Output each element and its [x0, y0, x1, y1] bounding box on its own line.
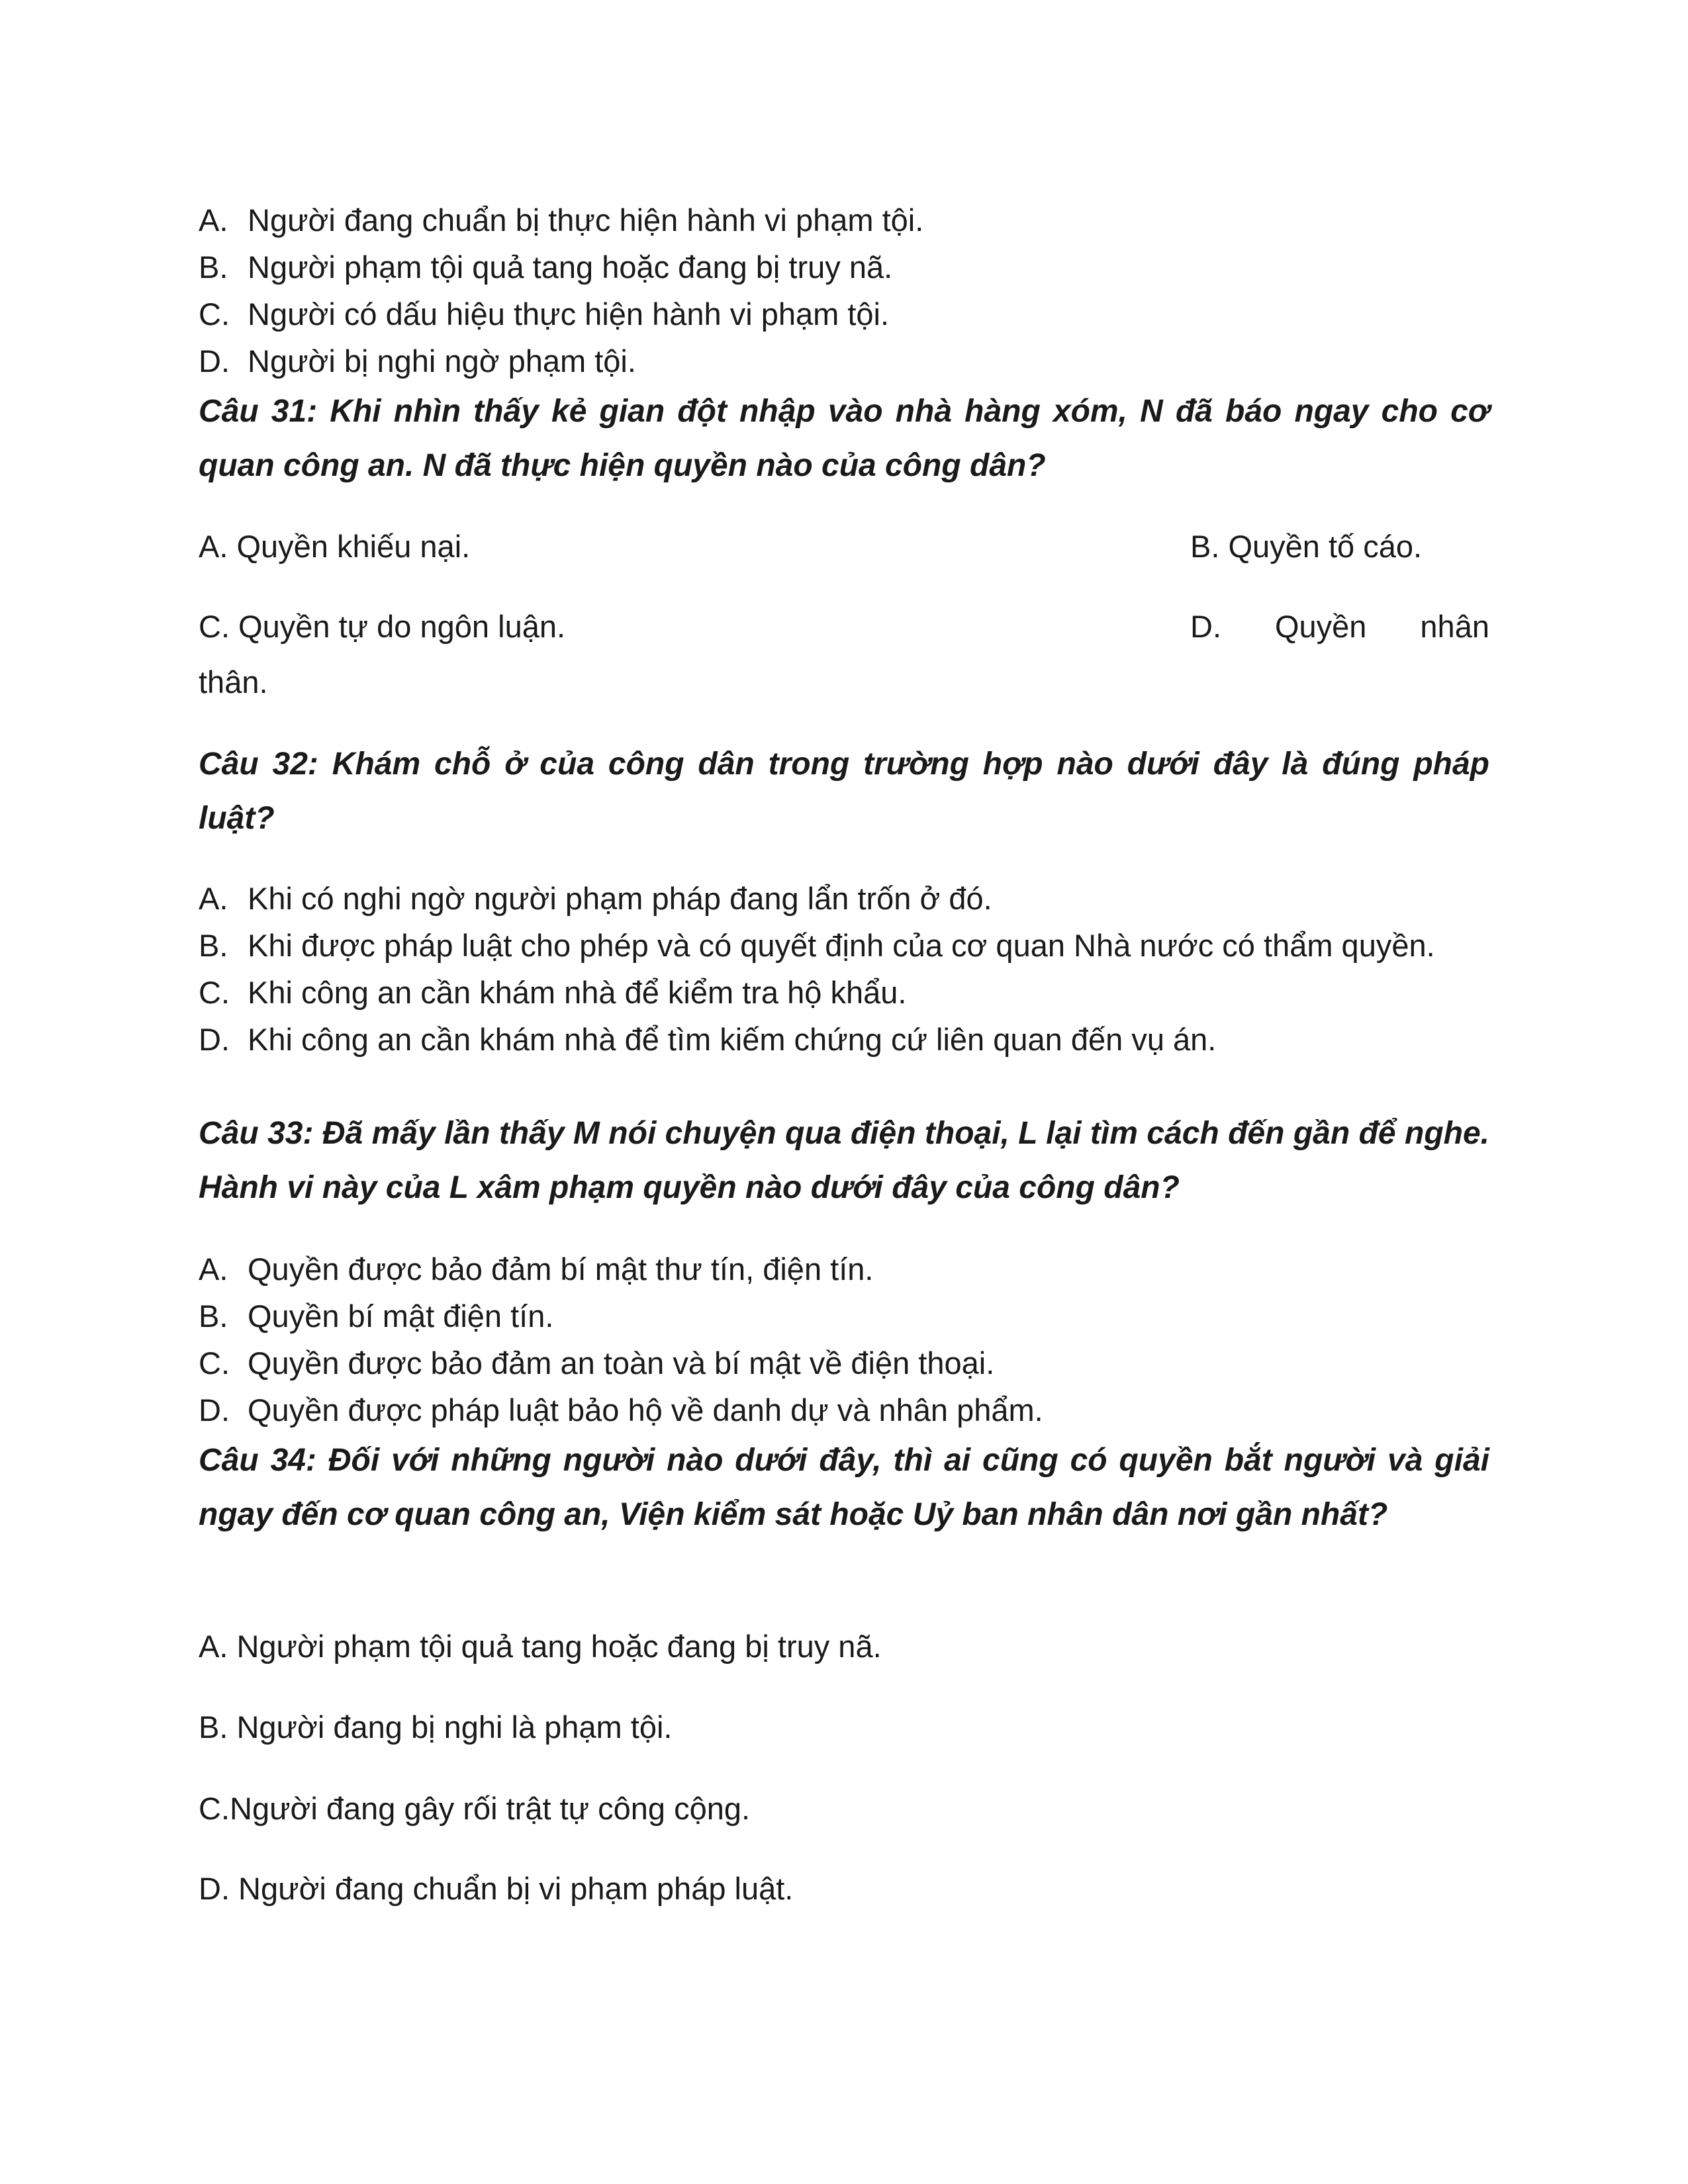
q32-option-list — [199, 875, 1489, 1063]
option-text: Khi công an cần khám nhà để tìm kiếm chứng cứ liên quan đến vụ án. — [248, 1022, 1217, 1057]
q32-option-b — [199, 922, 1489, 969]
q31-option-a: A. Quyền khiếu nại. — [199, 529, 471, 564]
option-text: Người có dấu hiệu thực hiện hành vi phạm tội. — [248, 296, 890, 332]
q34-question: Câu 34: Đối với những người nào dưới đây, thì ai cũng có quyền bắt người và giải ngay đến cơ quan công an, Viện kiểm sát hoặc Uỷ ban nhân dân nơi gần nhất? — [199, 1443, 1489, 1532]
q33-option-b — [199, 1293, 1489, 1340]
option-letter: B. — [199, 928, 228, 963]
option-text: Người đang chuẩn bị thực hiện hành vi phạm tội. — [248, 203, 924, 238]
q30-option-a — [199, 197, 1489, 244]
q32-option-a — [199, 875, 1489, 922]
option-letter: B. — [199, 250, 228, 285]
option-text: Quyền được pháp luật bảo hộ về danh dự và nhân phẩm. — [248, 1392, 1043, 1428]
option-word: nhân — [1420, 609, 1489, 644]
option-text: Quyền được bảo đảm an toàn và bí mật về điện thoại. — [248, 1345, 995, 1381]
option-letter: D. — [199, 343, 230, 379]
q31-question: Câu 31: Khi nhìn thấy kẻ gian đột nhập vào nhà hàng xóm, N đã báo ngay cho cơ quan công an. N đã thực hiện quyền nào của công dân? — [199, 394, 1489, 483]
q30-option-d — [199, 338, 1489, 385]
option-letter: A. — [199, 881, 228, 916]
option-text: Người bị nghi ngờ phạm tội. — [248, 343, 636, 379]
q30-option-b — [199, 244, 1489, 291]
q32-question: Câu 32: Khám chỗ ở của công dân trong trường hợp nào dưới đây là đúng pháp luật? — [199, 747, 1489, 836]
option-text: Quyền bí mật điện tín. — [248, 1298, 554, 1334]
q33-question: Câu 33: Đã mấy lần thấy M nói chuyện qua điện thoại, L lại tìm cách đến gần để nghe. Hành vi này của L xâm phạm quyền nào dưới đây của công dân? — [199, 1116, 1489, 1205]
option-letter: C. — [199, 975, 230, 1010]
q32-option-d — [199, 1016, 1489, 1063]
q33-option-list — [199, 1246, 1489, 1433]
q31-option-d-continued: thân. — [199, 664, 268, 700]
q33-option-a — [199, 1246, 1489, 1293]
option-letter: D. — [199, 1392, 230, 1428]
q34-option-c: C.Người đang gây rối trật tự công cộng. — [199, 1791, 751, 1826]
option-letter: C. — [199, 1345, 230, 1381]
option-word: Quyền — [1274, 609, 1367, 644]
q31-option-c: C. Quyền tự do ngôn luận. — [199, 609, 566, 644]
option-letter: D. — [199, 1022, 230, 1057]
option-text: Người phạm tội quả tang hoặc đang bị truy nã. — [248, 250, 893, 285]
option-text: Khi công an cần khám nhà để kiểm tra hộ khẩu. — [248, 975, 907, 1010]
q30-option-list — [199, 197, 1489, 385]
option-letter: D. — [1190, 609, 1221, 644]
option-text: Khi được pháp luật cho phép và có quyết định của cơ quan Nhà nước có thẩm quyền. — [248, 928, 1435, 963]
option-letter: C. — [199, 296, 230, 332]
q32-option-c — [199, 969, 1489, 1016]
q34-option-b: B. Người đang bị nghi là phạm tội. — [199, 1709, 673, 1745]
option-letter: B. — [199, 1298, 228, 1334]
q34-option-a: A. Người phạm tội quả tang hoặc đang bị truy nã. — [199, 1629, 882, 1664]
option-text: Quyền được bảo đảm bí mật thư tín, điện tín. — [248, 1251, 874, 1287]
q31-option-d — [1190, 603, 1489, 650]
q31-option-b: B. Quyền tố cáo. — [1190, 529, 1423, 564]
q33-option-c — [199, 1340, 1489, 1387]
option-letter: A. — [199, 1251, 228, 1287]
q30-option-c — [199, 291, 1489, 338]
option-text: Khi có nghi ngờ người phạm pháp đang lẩn trốn ở đó. — [248, 881, 992, 916]
q33-option-d — [199, 1387, 1489, 1433]
option-letter: A. — [199, 203, 228, 238]
q34-option-d: D. Người đang chuẩn bị vi phạm pháp luật. — [199, 1871, 794, 1906]
